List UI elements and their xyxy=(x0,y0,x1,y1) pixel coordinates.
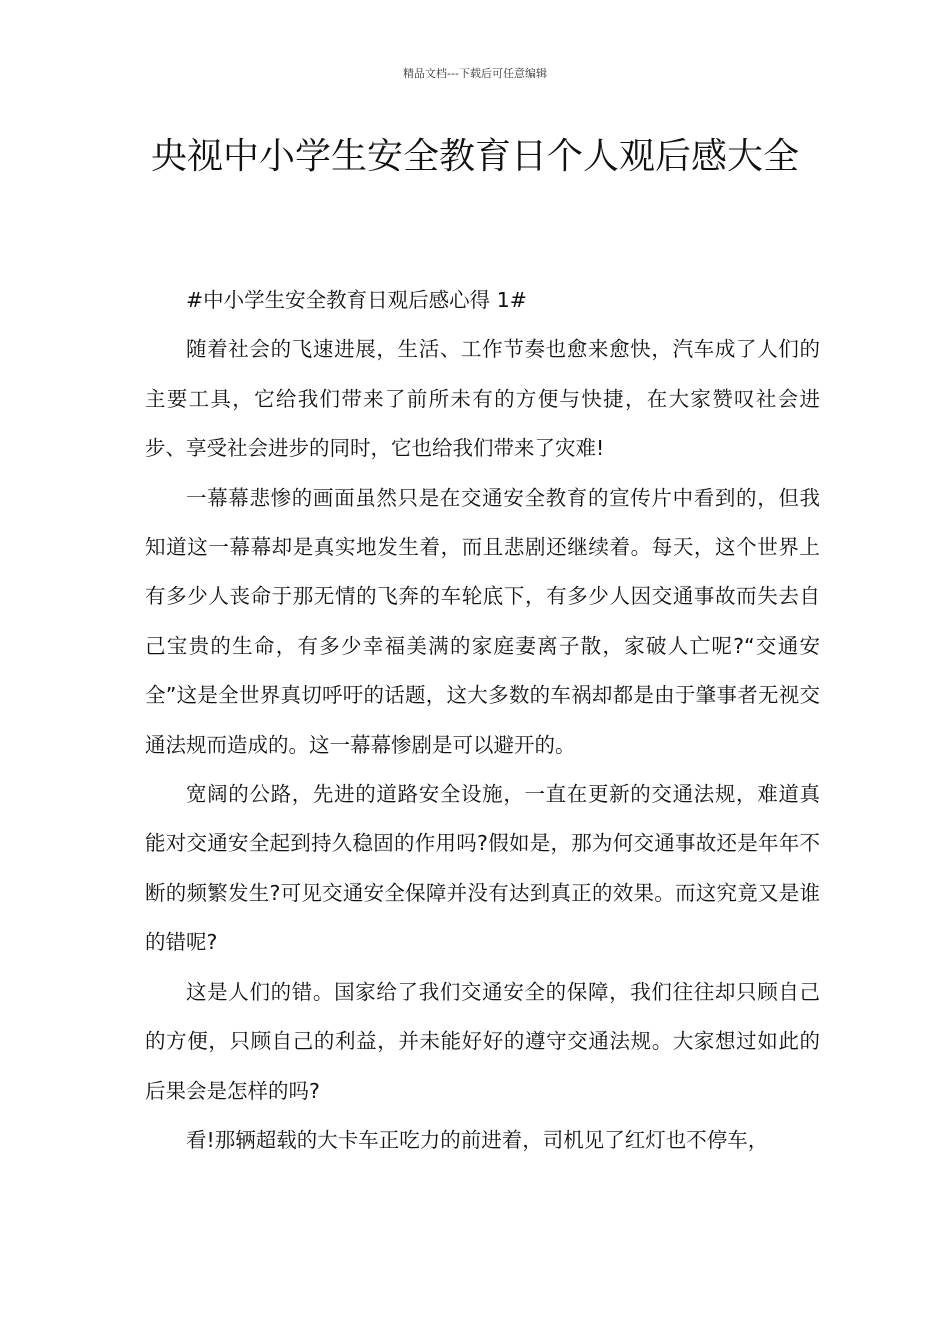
header-note: 精品文档---下载后可任意编辑 xyxy=(403,67,547,80)
paragraph: 一幕幕悲惨的画面虽然只是在交通安全教育的宣传片中看到的，但我知道这一幕幕却是真实地发生着，而且悲剧还继续着。每天，这个世界上有多少人丧命于那无情的飞奔的车轮底下，有多少人因交通事故而失去自己宝贵的生命，有多少幸福美满的家庭妻离子散，家破人亡呢?“交通安全”这是全世界真切呼吁的话题，这大多数的车祸却都是由于肇事者无视交通法规而造成的。这一幕幕惨剧是可以避开的。 xyxy=(145,485,820,757)
paragraph: 这是人们的错。国家给了我们交通安全的保障，我们往往却只顾自己的方便，只顾自己的利益，并未能好好的遵守交通法规。大家想过如此的后果会是怎样的吗? xyxy=(145,979,820,1103)
paragraph: 看!那辆超载的大卡车正吃力的前进着，司机见了红灯也不停车， xyxy=(186,1127,769,1152)
paragraph: 随着社会的飞速进展，生活、工作节奏也愈来愈快，汽车成了人们的主要工具，它给我们带来了前所未有的方便与快捷，在大家赞叹社会进步、享受社会进步的同时，它也给我们带来了灾难! xyxy=(145,337,820,461)
paragraph: 宽阔的公路，先进的道路安全设施，一直在更新的交通法规，难道真能对交通安全起到持久稳固的作用吗?假如是，那为何交通事故还是年年不断的频繁发生?可见交通安全保障并没有达到真正的效果。而这究竟又是谁的错呢? xyxy=(145,782,820,955)
paragraph-heading: #中小学生安全教育日观后感心得 1# xyxy=(186,288,527,312)
document-title: 央视中小学生安全教育日个人观后感大全 xyxy=(150,136,799,177)
document-body xyxy=(145,276,820,1165)
